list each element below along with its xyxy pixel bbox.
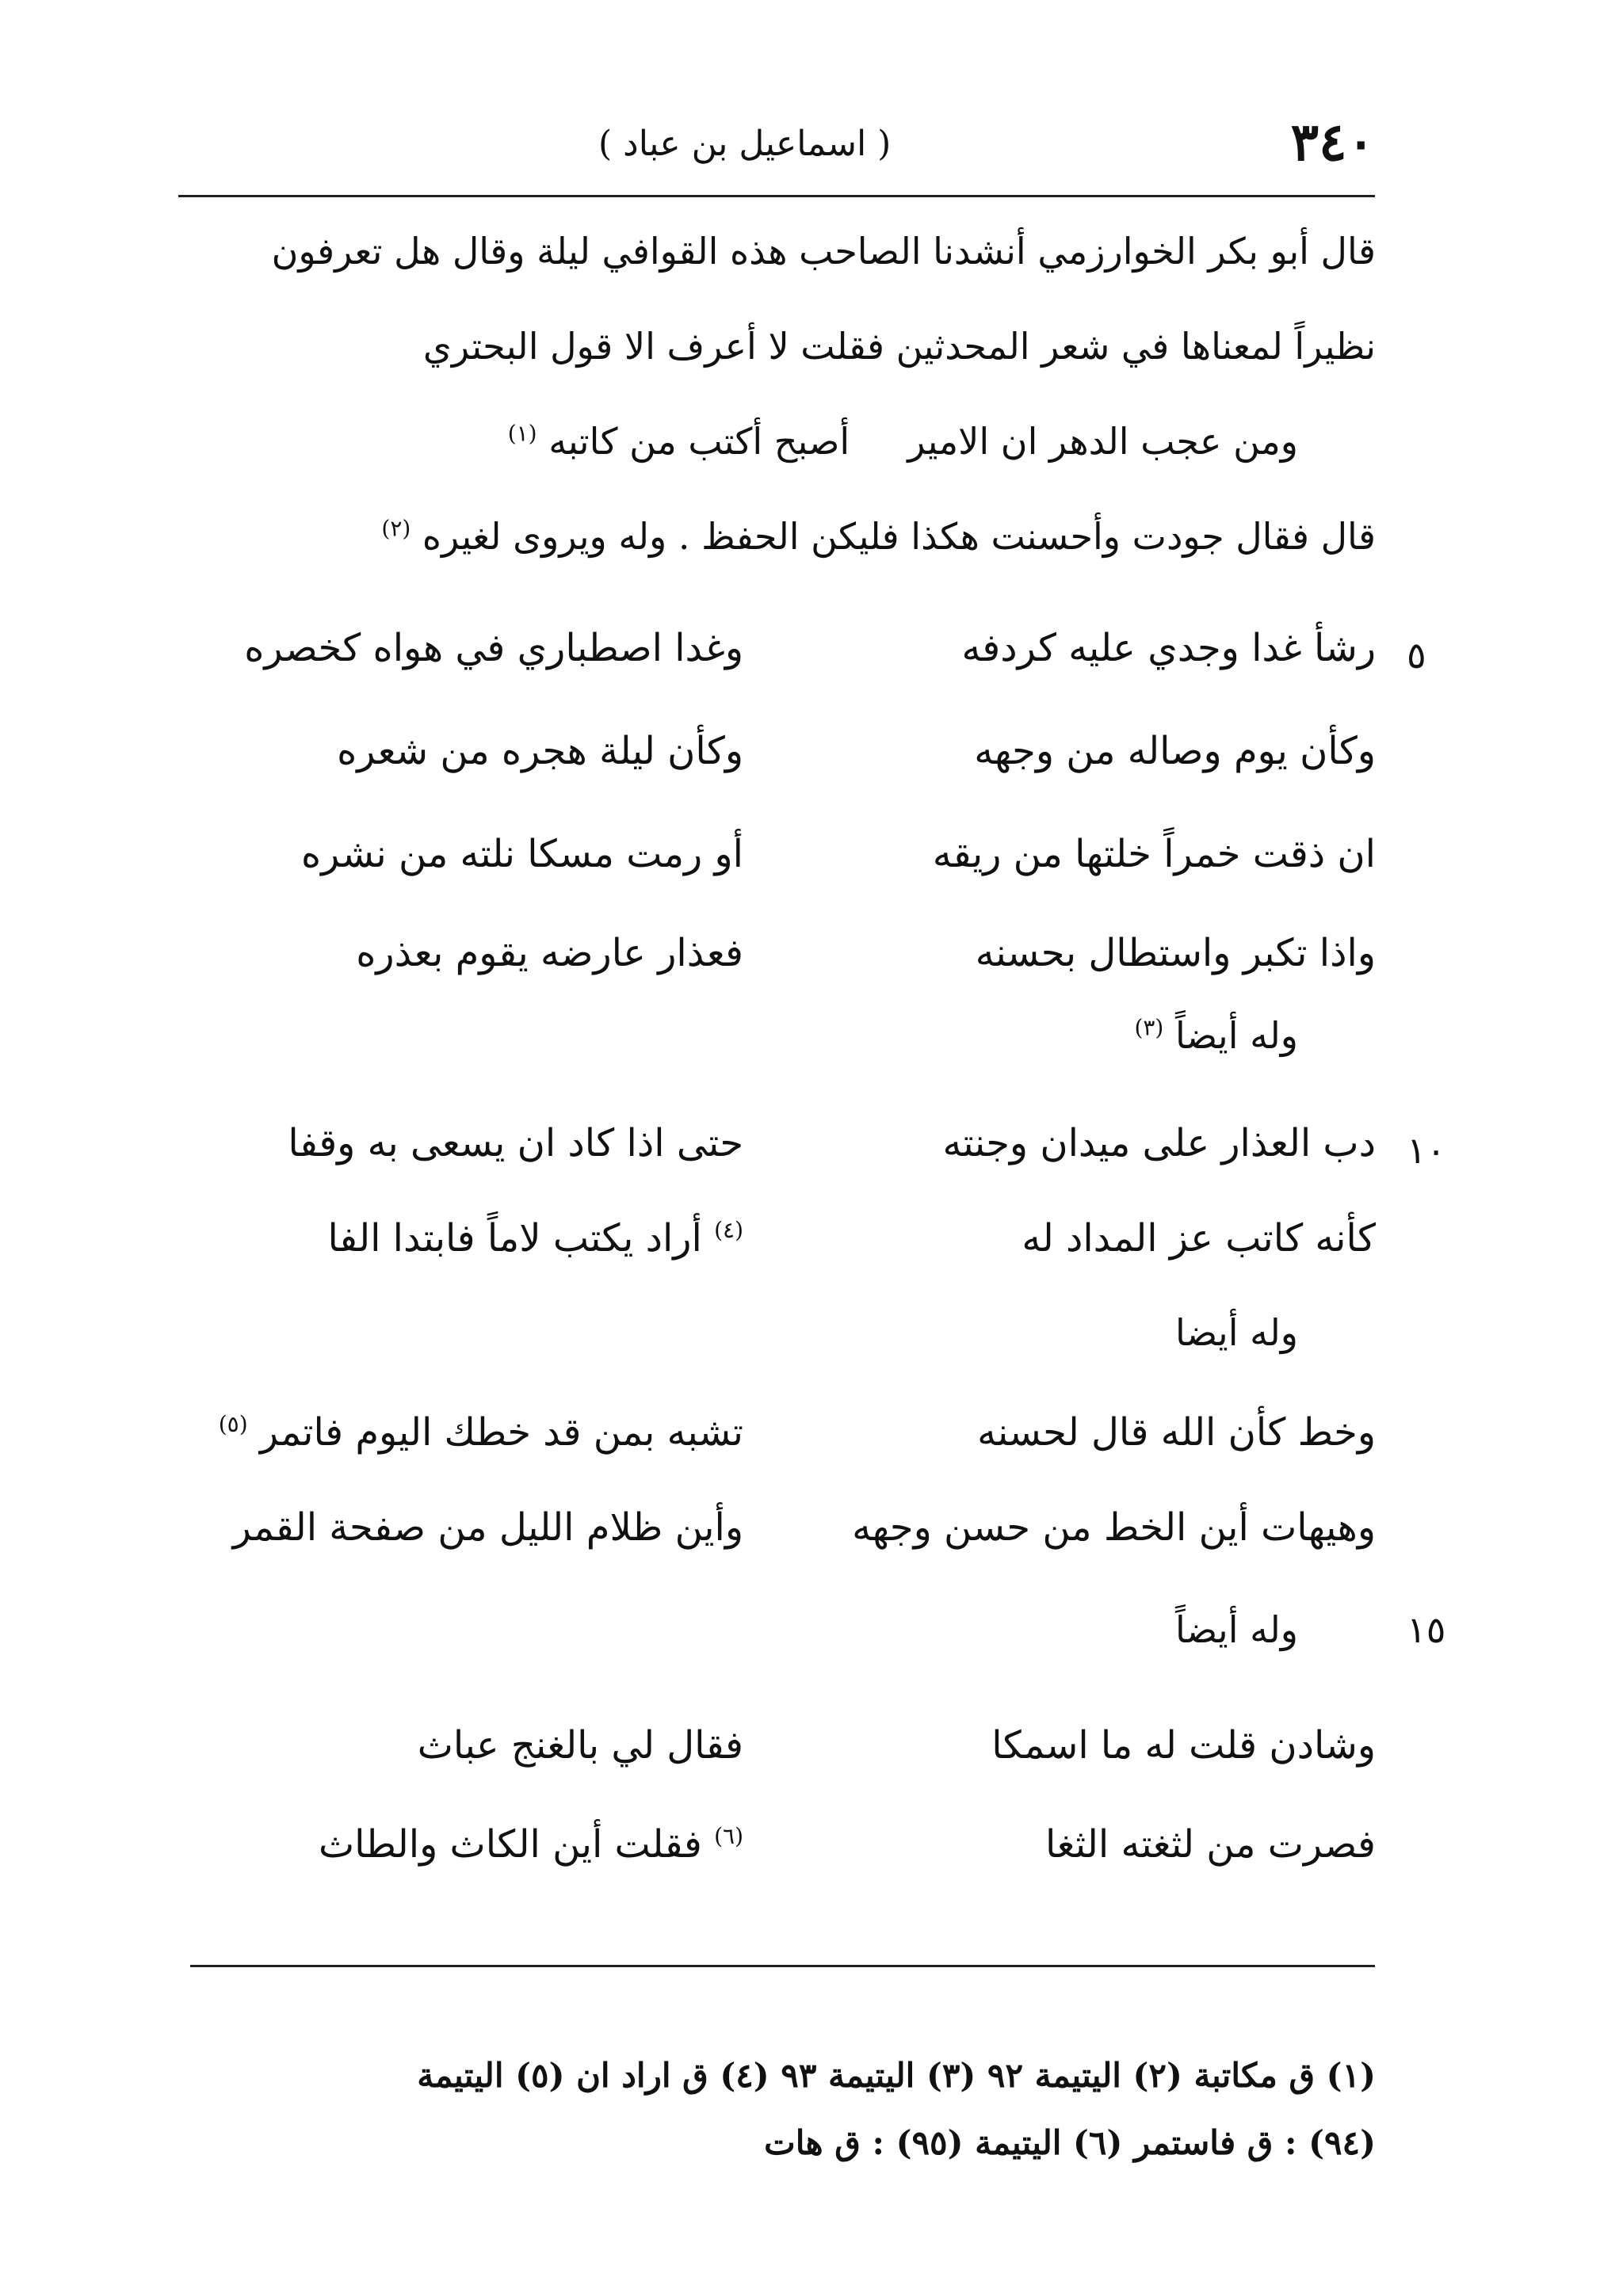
verse-10-left	[197, 1822, 743, 1867]
verse-8-left: وأين ظلام الليل من صفحة القمر	[232, 1505, 743, 1550]
subheading-3: وله أيضاً	[1174, 1608, 1298, 1651]
verse-4-left: فعذار عارضه يقوم بعذره	[356, 931, 743, 975]
verse-6-right: كأنه كاتب عز المداد له	[1022, 1216, 1376, 1261]
verse-10-right: فصرت من لثغته الثغا	[1045, 1822, 1376, 1867]
footnote-ref-6: (٦)	[714, 1823, 743, 1849]
footnote-line-1: (١) ق مكاتبة (٢) اليتيمة ٩٢ (٣) اليتيمة ٩٣ (٤) ق اراد ان (٥) اليتيمة	[417, 2056, 1376, 2095]
verse-5-left: حتى اذا كاد ان يسعى به وقفا	[288, 1121, 743, 1165]
verse-4-right: واذا تكبر واستطال بحسنه	[975, 931, 1376, 975]
line-number-15: ١٥	[1407, 1608, 1446, 1651]
page-number: ٣٤٠	[1290, 111, 1375, 173]
verse-6-left-text: أراد يكتب لاماً فابتدا الفا	[327, 1216, 702, 1261]
verse-8-right: وهيهات أين الخط من حسن وجهه	[852, 1505, 1376, 1550]
footnote-line-2: (٩٤) : ق فاستمر (٦) اليتيمة (٩٥) : ق هات	[764, 2123, 1376, 2162]
footnote-ref-2: (٢)	[381, 515, 411, 542]
footnote-ref-3: (٣)	[1134, 1014, 1164, 1041]
footnote-ref-5: (٥)	[218, 1411, 248, 1437]
verse-7-left	[197, 1410, 743, 1455]
verse-10-left-text: فقلت أين الكاث والطاث	[318, 1822, 702, 1867]
subheading-2: وله أيضا	[1174, 1311, 1298, 1354]
subheading-1-text: وله أيضاً	[1174, 1014, 1298, 1057]
prose-line-1: قال أبو بكر الخوارزمي أنشدنا الصاحب هذه القوافي ليلة وقال هل تعرفون	[271, 230, 1376, 273]
footnote-rule	[190, 1965, 1375, 1967]
verse-3-left: أو رمت مسكا نلته من نشره	[300, 832, 743, 876]
verse-7-right: وخط كأن الله قال لحسنه	[977, 1410, 1376, 1455]
verse-2-right: وكأن يوم وصاله من وجهه	[974, 729, 1376, 773]
verse-3-right: ان ذقت خمراً خلتها من ريقه	[932, 832, 1376, 876]
verse-5-right: دب العذار على ميدان وجنته	[942, 1121, 1376, 1165]
footnote-ref-4: (٤)	[714, 1217, 743, 1243]
prose-line-3	[179, 515, 1376, 558]
subheading-1	[1134, 1014, 1298, 1057]
verse-2-left: وكأن ليلة هجره من شعره	[337, 729, 743, 773]
verse-7-left-text: تشبه بمن قد خطك اليوم فاتمر	[259, 1410, 743, 1455]
line-number-5: ٥	[1407, 634, 1426, 677]
verse-1-left: وغدا اصطباري في هواه كخصره	[244, 626, 743, 670]
quoted-verse-text: ومن عجب الدهر ان الامير أصبح أكتب من كاتبه	[548, 420, 1298, 463]
verse-9-right: وشادن قلت له ما اسمكا	[991, 1723, 1376, 1768]
footnote-ref-1: (١)	[507, 420, 537, 447]
verse-6-left	[197, 1216, 743, 1261]
running-head: ( اسماعيل بن عباد )	[598, 124, 892, 164]
verse-9-left: فقال لي بالغنج عباث	[417, 1723, 743, 1768]
prose-line-2: نظيراً لمعناها في شعر المحدثين فقلت لا أعرف الا قول البحتري	[422, 325, 1376, 368]
line-number-10: ١٠	[1407, 1129, 1446, 1172]
verse-1-right: رشأ غدا وجدي عليه كردفه	[961, 626, 1376, 670]
page-header	[178, 111, 1375, 198]
prose-line-3-text: قال فقال جودت وأحسنت هكذا فليكن الحفظ . وله ويروى لغيره	[422, 515, 1376, 558]
quoted-verse	[101, 420, 1298, 463]
header-rule	[178, 195, 1375, 197]
